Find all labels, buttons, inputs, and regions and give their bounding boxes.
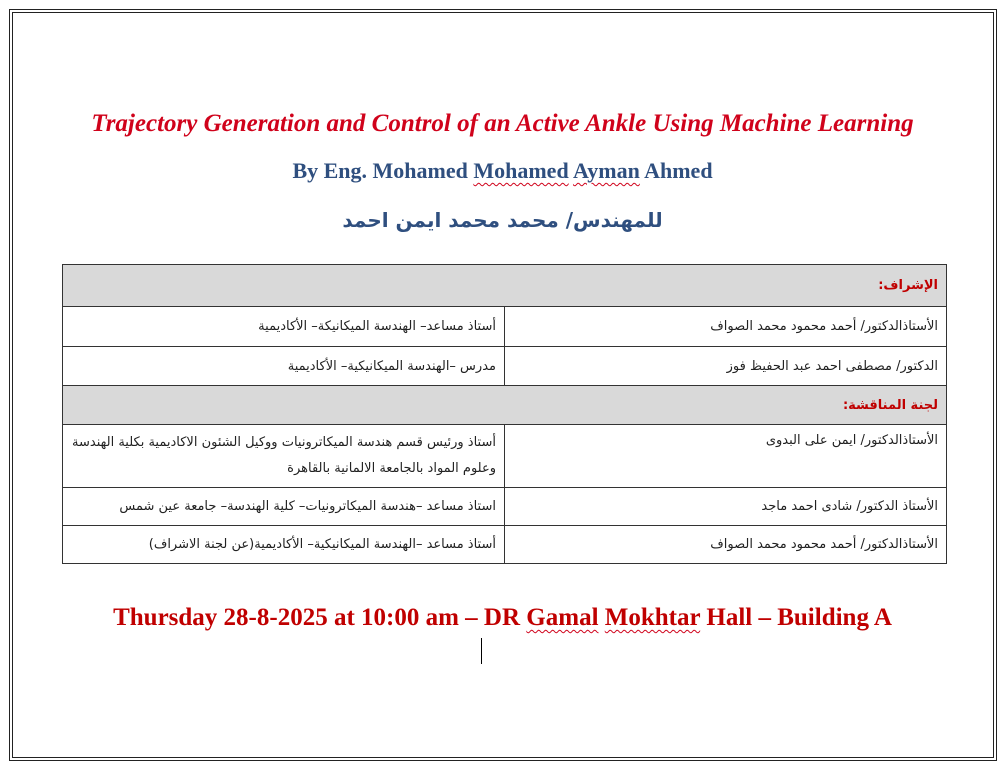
committee-table xyxy=(62,385,947,564)
footer-suffix: Hall – Building A xyxy=(706,604,892,631)
footer-mokhtar: Mokhtar xyxy=(604,604,701,631)
supervisor-name: الدكتور/ مصطفى احمد عبد الحفيظ فوز xyxy=(505,347,947,386)
author-third: Ayman xyxy=(572,158,640,183)
committee-member-name: الأستاذ الدكتور/ شادى احمد ماجد xyxy=(505,488,947,526)
committee-member-title: أستاذ ورئيس قسم هندسة الميكاترونيات ووكيل الشئون الاكاديمية بكلية الهندسة وعلوم المواد بالجامعة الالمانية بالقاهرة xyxy=(63,425,505,488)
committee-member-title: استاذ مساعد –هندسة الميكاترونيات– كلية الهندسة– جامعة عين شمس xyxy=(63,488,505,526)
footer-prefix: Thursday 28-8-2025 at 10:00 am – DR xyxy=(113,604,521,631)
committee-member-name: الأستاذالدكتور/ أحمد محمود محمد الصواف xyxy=(505,526,947,564)
supervisor-name: الأستاذالدكتور/ أحمد محمود محمد الصواف xyxy=(505,307,947,347)
author-middle: Mohamed xyxy=(473,158,569,183)
table-row xyxy=(63,307,947,347)
committee-member-name: الأستاذالدكتور/ ايمن على البدوى xyxy=(505,425,947,488)
text-cursor xyxy=(481,638,482,664)
author-prefix: By Eng. xyxy=(292,158,368,183)
author-last: Ahmed xyxy=(644,158,713,183)
committee-header-row xyxy=(63,386,947,425)
author-arabic: للمهندس/ محمد محمد ايمن احمد xyxy=(342,208,663,232)
supervision-header-row xyxy=(63,265,947,307)
supervisor-title: مدرس –الهندسة الميكانيكية– الأكاديمية xyxy=(63,347,505,386)
committee-member-title: أستاذ مساعد –الهندسة الميكانيكية– الأكاديمية(عن لجنة الاشراف) xyxy=(63,526,505,564)
table-row xyxy=(63,526,947,564)
table-row xyxy=(63,347,947,386)
defense-date-location xyxy=(0,604,1005,632)
supervision-header: الإشراف: xyxy=(63,265,947,307)
table-row xyxy=(63,425,947,488)
supervisor-title: أستاذ مساعد– الهندسة الميكانيكة– الأكاديمية xyxy=(63,307,505,347)
supervision-table xyxy=(62,264,947,386)
thesis-title: Trajectory Generation and Control of an Active Ankle Using Machine Learning xyxy=(91,110,914,137)
table-row xyxy=(63,488,947,526)
committee-header: لجنة المناقشة: xyxy=(63,386,947,425)
author-line xyxy=(0,158,1005,184)
footer-gamal: Gamal xyxy=(526,604,599,631)
author-first: Mohamed xyxy=(372,158,468,183)
